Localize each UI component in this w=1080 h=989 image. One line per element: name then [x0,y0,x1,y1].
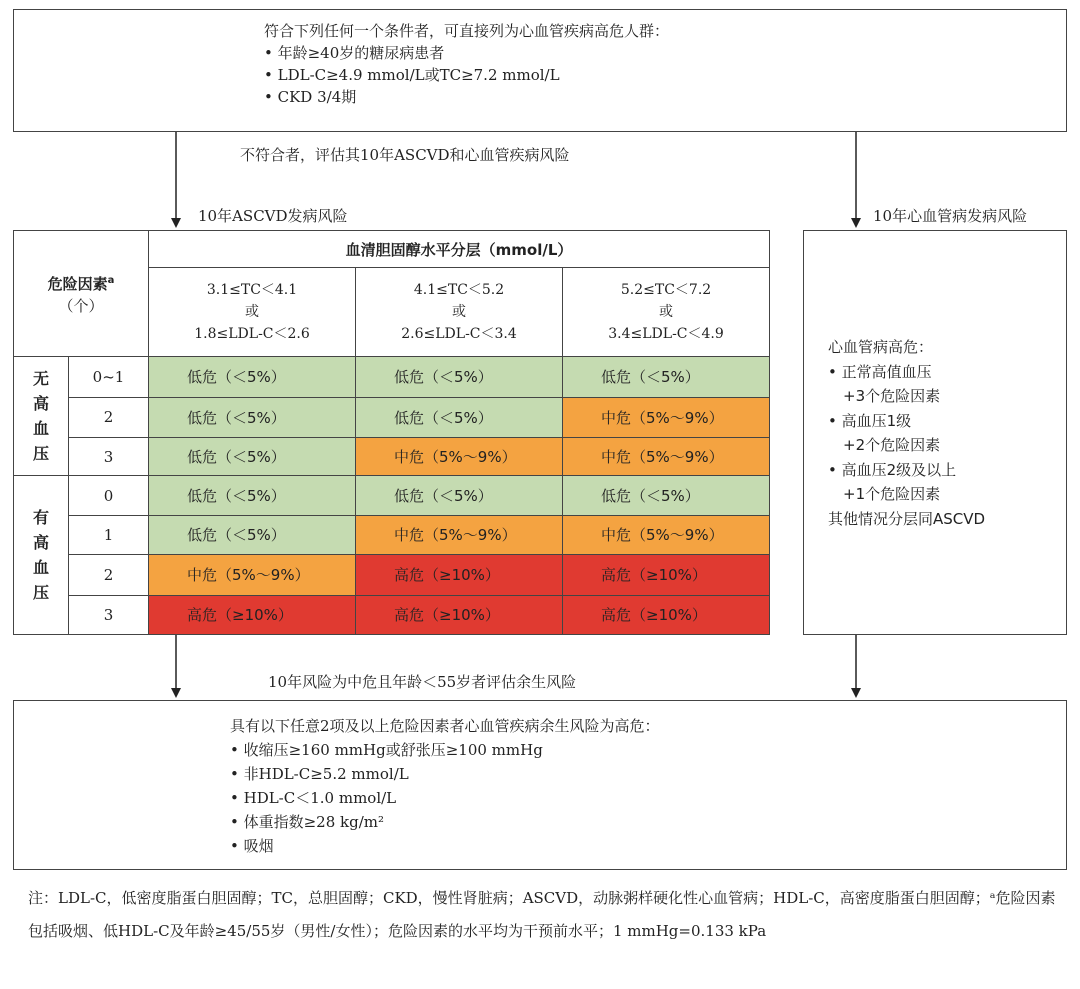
condition-item: • 年龄≥40岁的糖尿病患者 [264,44,445,62]
lifetime-risk-item: • 吸烟 [230,837,274,855]
cvd-high-risk-line: • 高血压2级及以上 [828,460,957,479]
table-row [14,515,770,554]
table-row [14,397,770,437]
risk-cell: 中危（5%～9%） [563,438,770,476]
factor-count: 1 [69,515,149,554]
cvd-high-risk-line: 其他情况分层同ASCVD [828,509,986,528]
lifetime-risk-item: • 体重指数≥28 kg/m² [230,813,385,831]
table-row [14,357,770,397]
table-row [14,595,770,634]
risk-cell: 低危（＜5%） [356,476,563,515]
risk-cell: 低危（＜5%） [563,476,770,515]
factor-header-unit: （个） [58,297,104,316]
factor-count: 3 [69,595,149,634]
risk-cell: 低危（＜5%） [149,515,356,554]
factor-count: 0~1 [69,357,149,397]
footnote: 注：LDL-C，低密度脂蛋白胆固醇；TC，总胆固醇；CKD，慢性肾脏病；ASCVD，动脉粥样硬化性心血管病；HDL-C，高密度脂蛋白胆固醇；ᵃ危险因素包括吸烟、低HDL-C及年龄≥45/55岁（男性/女性）；危险因素的水平均为干预前水平；1 mmHg=0.133 kPa [28,889,1056,940]
risk-cell: 低危（＜5%） [356,357,563,397]
group-label-no-hypertension: 无 高 血 压 [14,357,69,476]
cvd-high-risk-line: +2个危险因素 [828,436,941,454]
factor-count: 2 [69,397,149,437]
group-label-hypertension: 有 高 血 压 [14,476,69,635]
condition-item: • LDL-C≥4.9 mmol/L或TC≥7.2 mmol/L [264,66,560,84]
risk-cell: 高危（≥10%） [149,595,356,634]
factor-count: 2 [69,555,149,595]
risk-cell: 高危（≥10%） [356,555,563,595]
risk-cell: 高危（≥10%） [563,555,770,595]
table-row [14,438,770,476]
column-header: 5.2≤TC＜7.2 或 3.4≤LDL-C＜4.9 [563,268,770,357]
risk-cell: 中危（5%～9%） [356,438,563,476]
factor-count: 3 [69,438,149,476]
column-header: 3.1≤TC＜4.1 或 1.8≤LDL-C＜2.6 [149,268,356,357]
not-met-label: 不符合者，评估其10年ASCVD和心血管疾病风险 [240,146,570,164]
lifetime-risk-item: • 非HDL-C≥5.2 mmol/L [230,765,409,783]
risk-cell: 中危（5%～9%） [149,555,356,595]
column-header: 4.1≤TC＜5.2 或 2.6≤LDL-C＜3.4 [356,268,563,357]
factor-header-label: 危险因素 [47,275,108,294]
lifetime-risk-item: • HDL-C＜1.0 mmol/L [230,789,397,807]
risk-cell: 高危（≥10%） [356,595,563,634]
table-row [14,476,770,515]
risk-cell: 低危（＜5%） [149,397,356,437]
ascvd-risk-table [13,230,770,635]
risk-cell: 低危（＜5%） [149,476,356,515]
risk-cell: 低危（＜5%） [149,357,356,397]
lifetime-risk-label: 10年风险为中危且年龄＜55岁者评估余生风险 [268,673,577,691]
risk-cell: 中危（5%～9%） [356,515,563,554]
condition-item: • CKD 3/4期 [264,88,357,106]
cholesterol-header: 血清胆固醇水平分层（mmol/L） [149,231,770,268]
risk-cell: 低危（＜5%） [563,357,770,397]
footnote-marker: a [107,275,115,287]
risk-cell: 高危（≥10%） [563,595,770,634]
risk-cell: 低危（＜5%） [149,438,356,476]
lifetime-risk-title: 具有以下任意2项及以上危险因素者心血管疾病余生风险为高危： [230,717,660,735]
cvd-high-risk-line: • 正常高值血压 [828,362,932,381]
table-row [14,555,770,595]
cvd-high-risk-line: +3个危险因素 [828,387,941,405]
lifetime-risk-box [13,700,1067,870]
cvd-high-risk-line: • 高血压1级 [828,411,912,430]
cvd-high-risk-line: 心血管病高危： [828,338,934,356]
ascvd-risk-label: 10年ASCVD发病风险 [198,207,348,225]
lifetime-risk-item: • 收缩压≥160 mmHg或舒张压≥100 mmHg [230,741,543,759]
risk-cell: 中危（5%～9%） [563,515,770,554]
factor-header [14,231,149,357]
risk-cell: 中危（5%～9%） [563,397,770,437]
cvd-high-risk-line: +1个危险因素 [828,485,941,503]
cvd-high-risk-box [803,230,1067,635]
direct-high-risk-title: 符合下列任何一个条件者，可直接列为心血管疾病高危人群： [264,22,670,40]
factor-count: 0 [69,476,149,515]
cvd-risk-label: 10年心血管病发病风险 [873,207,1028,225]
risk-cell: 低危（＜5%） [356,397,563,437]
